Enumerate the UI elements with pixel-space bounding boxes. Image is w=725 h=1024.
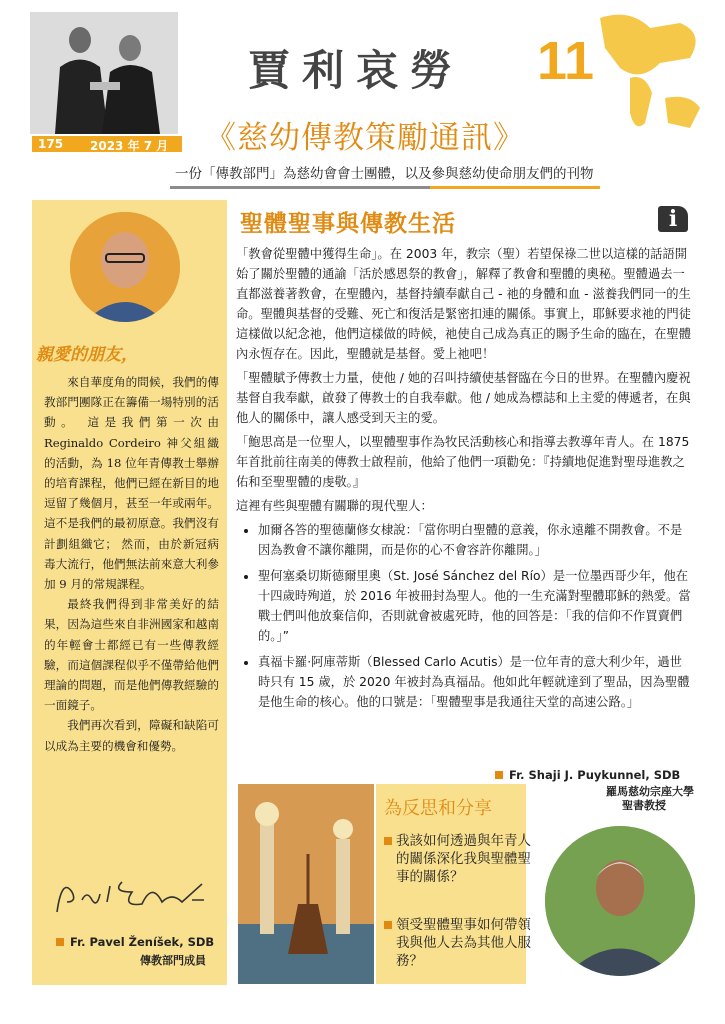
article-body <box>236 244 692 718</box>
article-author-name: Fr. Shaji J. Puykunnel, SDB <box>509 768 681 782</box>
divider-grey <box>170 186 430 189</box>
editor-portrait <box>70 212 180 322</box>
don-bosco-dream-illustration <box>238 784 374 984</box>
tagline: 一份「傳教部門」為慈幼會會士團體，以及參與慈幼使命朋友們的刊物 <box>175 166 594 182</box>
letter-paragraph: 最終我們得到非常美好的結果，因為這些來自非洲國家和越南的年輕會士都經已有一些傳教經驗，而這個課程似乎不僅帶給他們理論的問題，而是他們傳教經驗的一面鏡子。 <box>44 597 219 713</box>
list-item: • 真福卡羅·阿庫蒂斯（Blessed Carlo Acutis）是一位年青的意大利少年，過世時只有 15 歲，於 2020 年被封為真福品。他如此年輕就達到了聖品，因為聖體是他生命的核心。他的口號是：「聖體聖事是我通往天堂的高速公路。」 <box>258 652 692 712</box>
question-text: 我該如何透過與年青人的關係深化我與聖體聖事的關係？ <box>396 833 531 885</box>
article-author-title: 聖書教授 <box>622 799 666 812</box>
bullet-square <box>384 837 392 845</box>
saints-list <box>236 520 692 712</box>
signature <box>52 872 212 922</box>
editor-author <box>56 935 214 949</box>
article-author-affiliation: 羅馬慈幼宗座大學 <box>606 785 694 798</box>
letter-paragraph: 來自華度角的問候，我們的傳教部門團隊正在籌備一場特別的活動。 這是我們第一次由 Reginaldo Cordeiro 神父組織的活動，為 18 位年青傳教士舉辦的培育課程，他們已經在新目的地逗留了幾個月，甚至一年或兩年。這不是我們的最初原意。我們沒有計劃組織它； 然而，由於新冠病毒大流行，他們無法前來意大利參加 9 月的常規課程。 <box>44 375 219 592</box>
bullet-square <box>56 938 64 946</box>
historic-photo <box>30 12 178 134</box>
author-photo <box>545 826 695 976</box>
reflection-title: 為反思和分享 <box>384 798 492 819</box>
question-text: 領受聖體聖事如何帶領我與他人去為其他人服務？ <box>396 917 531 969</box>
reflection-question <box>384 832 536 886</box>
article-paragraph: 「聖體賦予傳教士力量，使他 / 她的召叫持續使基督臨在今日的世界。在聖體內慶祝基督自我奉獻，啟發了傳教士的自我奉獻。他 / 她成為標誌和上主愛的傳遞者，在與他人的關係中，讓人感受到天主的愛。 <box>236 371 691 425</box>
article-author <box>495 768 680 782</box>
article-title: 聖體聖事與傳教生活 <box>240 211 456 237</box>
issue-number: 11 <box>537 31 595 91</box>
article-paragraph: 這裡有些與聖體有關聯的現代聖人： <box>236 499 433 513</box>
newsletter-title: 賈利哀勞 <box>248 46 465 95</box>
bullet-square <box>384 921 392 929</box>
list-item: • 聖何塞桑切斯德爾里奧（St. José Sánchez del Río）是一位墨西哥少年，他在十四歲時殉道，於 2016 年被冊封為聖人。他的一生充滿對聖體耶穌的熱愛。當戰士們叫他放棄信仰，否則就會被處死時，他的回答是：「我的信仰不作買賣們的。」” <box>258 566 692 646</box>
editor-role: 傳教部門成員 <box>140 954 206 967</box>
greeting: 親愛的朋友， <box>36 345 138 365</box>
issue-bar <box>32 136 182 152</box>
editor-name: Fr. Pavel Ženíšek, SDB <box>70 935 215 949</box>
editorial-letter <box>44 372 219 756</box>
article-paragraph: 「鮑思高是一位聖人，以聖體聖事作為牧民活動核心和指導去教導年青人。在 1875 年首批前往南美的傳教士啟程前，他給了他們一項勸免：『持續地促進對聖母進教之佑和至聖聖體的虔敬。』 <box>236 435 690 489</box>
divider-orange <box>430 186 600 189</box>
issue-date: 2023 年 7 月 <box>90 139 169 153</box>
bullet-square <box>495 771 503 779</box>
issue-code: 175 <box>38 137 64 151</box>
info-icon: i <box>658 206 688 232</box>
article-paragraph: 「教會從聖體中獲得生命」。在 2003 年，教宗（聖）若望保祿二世以這樣的話語開始了關於聖體的通諭「活於感恩祭的教會」，解釋了教會和聖體的奧秘。聖體過去一直都滋養著教會，在聖體內，基督持續奉獻自己 - 祂的身體和血 - 滋養我們同一的生命。聖體與基督的受難、死亡和復活是緊密扣連的關係。事實上，耶穌要求祂的門徒這樣做以紀念祂，他們這樣做的時候，祂使自己成為真正的賜予生命的臨在，在聖體內永恆存在。因此，聖體就是基督。愛上祂吧！ <box>236 247 691 361</box>
list-item: • 加爾各答的聖德蘭修女棣說：「當你明白聖體的意義，你永遠離不開教會。不是因為教會不讓你離開，而是你的心不會容許你離開。」 <box>258 520 692 560</box>
newsletter-subtitle: 《慈幼傳教策勵通訊》 <box>205 120 525 156</box>
letter-paragraph: 我們再次看到，障礙和缺陷可以成為主要的機會和優勢。 <box>44 718 219 753</box>
reflection-question <box>384 916 536 970</box>
